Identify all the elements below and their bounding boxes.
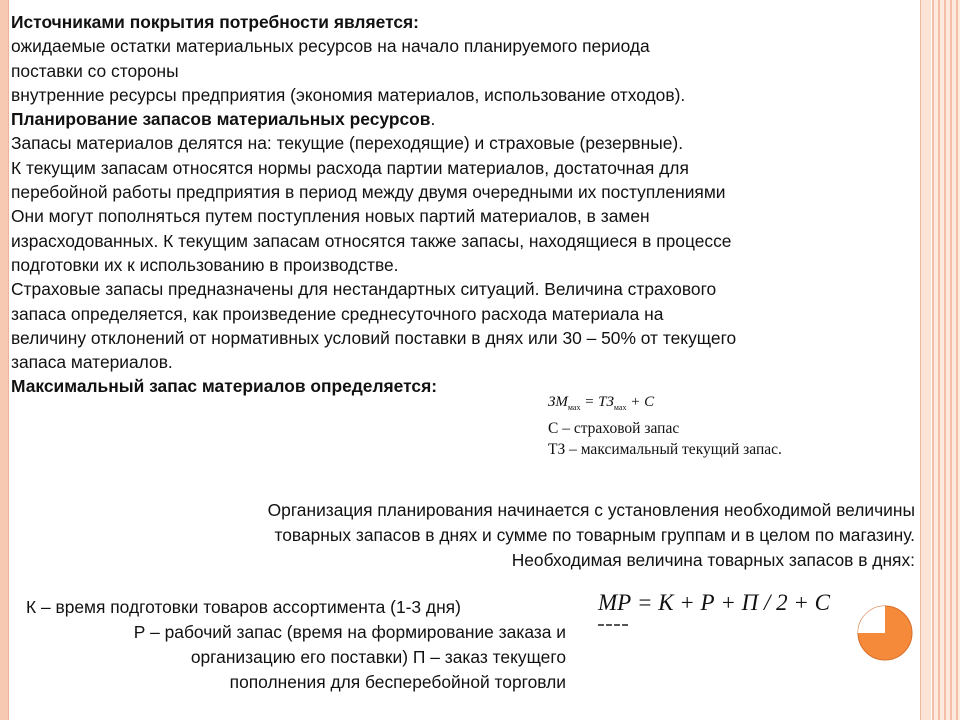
text-line-2: поставки со стороны	[11, 60, 179, 81]
organization-paragraph	[95, 498, 915, 573]
definitions-block	[26, 595, 566, 695]
text-line-13: величину отклонений от нормативных условий поставки в днях или 30 – 50% от текущего	[11, 327, 737, 348]
formula-zm: ЗМ	[548, 394, 568, 410]
right-frame-stripes	[932, 0, 960, 720]
formula-sub-a: мах	[567, 403, 581, 412]
left-frame-stripe	[0, 0, 9, 720]
text-line-0: Источниками покрытия потребности является:	[11, 12, 419, 32]
formula-tail: + С	[626, 394, 655, 410]
heading-planning-suffix: .	[430, 109, 436, 130]
org-line-3: Необходимая величина товарных запасов в днях:	[511, 550, 915, 570]
text-line-8: Они могут пополняться путем поступления новых партий материалов, в замен	[11, 206, 650, 227]
definition-p-1: Р – рабочий запас (время на формирование заказа и	[133, 622, 566, 642]
text-line-5: Запасы материалов делятся на: текущие (переходящие) и страховые (резервные).	[11, 133, 684, 154]
text-line-1: ожидаемые остатки материальных ресурсов на начало планируемого периода	[11, 36, 650, 57]
main-text-block	[11, 10, 916, 399]
max-stock-formula	[548, 392, 782, 460]
text-line-7: перебойной работы предприятия в период между двумя очередными их поступлениями	[11, 182, 726, 203]
max-stock-equation	[548, 392, 782, 418]
org-line-2: товарных запасов в днях и сумме по товарным группам и в целом по магазину.	[274, 525, 915, 545]
text-line-6: К текущим запасам относятся нормы расхода партии материалов, достаточная для	[11, 157, 689, 178]
formula-underline-fragment	[598, 624, 628, 630]
text-line-9: израсходованных. К текущим запасам относятся также запасы, находящиеся в процессе	[11, 230, 732, 251]
org-line-1: Организация планирования начинается с установления необходимой величины	[267, 500, 915, 520]
text-line-11: Страховые запасы предназначены для нестандартных ситуаций. Величина страхового	[11, 279, 717, 300]
text-line-15: Максимальный запас материалов определяется:	[11, 376, 438, 397]
text-line-3: внутренние ресурсы предприятия (экономия материалов, использование отходов).	[11, 84, 686, 105]
formula-legend-c: С – страховой запас	[548, 420, 680, 437]
formula-eq-tz: = ТЗ	[580, 394, 614, 410]
definition-p-2: организацию его поставки) П – заказ текущего	[190, 647, 566, 667]
text-line-12: запаса определяется, как произведение среднесуточного расхода материала на	[11, 303, 664, 324]
text-line-4	[11, 107, 916, 131]
text-line-14: запаса материалов.	[11, 352, 173, 373]
mr-formula: МР = К + Р + П / 2 + С	[598, 590, 830, 615]
definition-p-3: пополнения для бесперебойной торговли	[229, 672, 566, 692]
right-frame-inner	[920, 0, 931, 720]
definition-k: К – время подготовки товаров ассортимента (1-3 дня)	[26, 597, 461, 617]
formula-legend-tz: ТЗ – максимальный текущий запас.	[548, 441, 782, 458]
formula-sub-b: мах	[613, 403, 627, 412]
heading-planning: Планирование запасов материальных ресурсов	[11, 109, 431, 130]
orange-quarter-circle-icon	[856, 604, 914, 662]
text-line-10: подготовки их к использованию в производстве.	[11, 254, 399, 275]
